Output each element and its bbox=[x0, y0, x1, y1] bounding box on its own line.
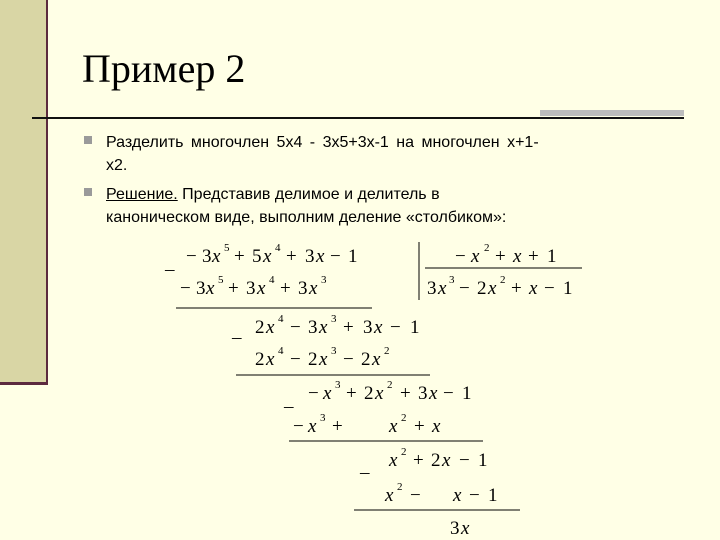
step-1 bbox=[180, 274, 327, 299]
svg-text:3: 3 bbox=[308, 317, 318, 338]
svg-text:−: − bbox=[308, 383, 319, 404]
svg-text:3: 3 bbox=[321, 274, 327, 286]
svg-text:x: x bbox=[488, 278, 497, 299]
svg-text:2: 2 bbox=[387, 379, 393, 391]
dividend-row bbox=[164, 242, 358, 280]
svg-text:x: x bbox=[529, 278, 538, 299]
svg-text:x: x bbox=[309, 278, 318, 299]
svg-text:−: − bbox=[390, 317, 401, 338]
svg-text:1: 1 bbox=[348, 246, 358, 267]
step-7 bbox=[384, 481, 498, 506]
svg-text:3: 3 bbox=[427, 278, 437, 299]
svg-text:3: 3 bbox=[298, 278, 308, 299]
svg-text:3: 3 bbox=[305, 246, 315, 267]
svg-text:x: x bbox=[453, 485, 462, 506]
svg-text:−: − bbox=[469, 485, 480, 506]
svg-text:1: 1 bbox=[462, 383, 472, 404]
svg-text:+: + bbox=[286, 246, 297, 267]
slide-title: Пример 2 bbox=[82, 46, 246, 91]
svg-text:3: 3 bbox=[202, 246, 212, 267]
solution-label: Решение. bbox=[106, 186, 178, 203]
svg-text:4: 4 bbox=[269, 274, 275, 286]
svg-text:3: 3 bbox=[196, 278, 206, 299]
svg-text:x: x bbox=[471, 246, 480, 267]
svg-text:−: − bbox=[180, 278, 191, 299]
step-5 bbox=[293, 412, 441, 437]
svg-text:x: x bbox=[372, 349, 381, 370]
svg-text:3: 3 bbox=[449, 274, 455, 286]
svg-text:x: x bbox=[432, 416, 441, 437]
svg-text:–: – bbox=[360, 462, 370, 483]
remainder bbox=[450, 518, 470, 539]
svg-text:2: 2 bbox=[397, 481, 403, 493]
svg-text:−: − bbox=[343, 349, 354, 370]
svg-text:2: 2 bbox=[401, 446, 407, 458]
svg-text:5: 5 bbox=[224, 242, 230, 254]
svg-text:2: 2 bbox=[500, 274, 506, 286]
svg-text:x: x bbox=[266, 349, 275, 370]
svg-text:1: 1 bbox=[488, 485, 498, 506]
svg-text:x: x bbox=[319, 317, 328, 338]
svg-text:1: 1 bbox=[478, 450, 488, 471]
svg-text:3: 3 bbox=[450, 518, 460, 539]
svg-text:3: 3 bbox=[418, 383, 428, 404]
svg-text:+: + bbox=[495, 246, 506, 267]
svg-text:−: − bbox=[544, 278, 555, 299]
svg-text:x: x bbox=[389, 416, 398, 437]
svg-text:x: x bbox=[389, 450, 398, 471]
svg-text:−: − bbox=[330, 246, 341, 267]
svg-text:2: 2 bbox=[431, 450, 441, 471]
bullet-1-line-2: x2. bbox=[106, 157, 128, 174]
svg-text:4: 4 bbox=[275, 242, 281, 254]
svg-text:x: x bbox=[308, 416, 317, 437]
svg-text:5: 5 bbox=[252, 246, 262, 267]
svg-text:x: x bbox=[257, 278, 266, 299]
svg-text:−: − bbox=[443, 383, 454, 404]
svg-text:x: x bbox=[429, 383, 438, 404]
svg-text:2: 2 bbox=[477, 278, 487, 299]
svg-text:+: + bbox=[228, 278, 239, 299]
svg-text:x: x bbox=[375, 383, 384, 404]
step-4 bbox=[283, 379, 472, 417]
svg-text:+: + bbox=[414, 416, 425, 437]
svg-text:2: 2 bbox=[364, 383, 374, 404]
svg-text:3: 3 bbox=[331, 313, 337, 325]
svg-text:1: 1 bbox=[547, 246, 557, 267]
step-2 bbox=[231, 313, 420, 348]
svg-text:+: + bbox=[346, 383, 357, 404]
svg-text:x: x bbox=[513, 246, 522, 267]
svg-text:2: 2 bbox=[255, 317, 265, 338]
svg-text:+: + bbox=[234, 246, 245, 267]
svg-text:2: 2 bbox=[484, 242, 490, 254]
svg-text:3: 3 bbox=[363, 317, 373, 338]
svg-text:5: 5 bbox=[218, 274, 224, 286]
svg-text:4: 4 bbox=[278, 313, 284, 325]
step-3 bbox=[255, 345, 390, 370]
svg-text:−: − bbox=[290, 349, 301, 370]
svg-text:+: + bbox=[400, 383, 411, 404]
svg-text:+: + bbox=[413, 450, 424, 471]
svg-text:2: 2 bbox=[308, 349, 318, 370]
svg-text:−: − bbox=[293, 416, 304, 437]
svg-text:x: x bbox=[323, 383, 332, 404]
svg-text:–: – bbox=[232, 327, 242, 348]
svg-text:x: x bbox=[374, 317, 383, 338]
divisor-row bbox=[455, 242, 557, 267]
svg-text:x: x bbox=[461, 518, 470, 539]
svg-text:x: x bbox=[442, 450, 451, 471]
svg-text:x: x bbox=[212, 246, 221, 267]
svg-text:3: 3 bbox=[320, 412, 326, 424]
svg-text:−: − bbox=[410, 485, 421, 506]
svg-text:x: x bbox=[263, 246, 272, 267]
svg-text:2: 2 bbox=[361, 349, 371, 370]
svg-text:+: + bbox=[343, 317, 354, 338]
svg-text:x: x bbox=[438, 278, 447, 299]
svg-text:3: 3 bbox=[246, 278, 256, 299]
svg-text:+: + bbox=[528, 246, 539, 267]
svg-text:x: x bbox=[385, 485, 394, 506]
svg-text:−: − bbox=[290, 317, 301, 338]
svg-text:4: 4 bbox=[278, 345, 284, 357]
svg-text:3: 3 bbox=[335, 379, 341, 391]
svg-text:+: + bbox=[332, 416, 343, 437]
svg-text:+: + bbox=[280, 278, 291, 299]
svg-text:–: – bbox=[165, 259, 175, 280]
svg-text:1: 1 bbox=[563, 278, 573, 299]
svg-text:2: 2 bbox=[401, 412, 407, 424]
bullet-2-text: Представив делимое и делитель в bbox=[177, 186, 440, 203]
svg-text:−: − bbox=[186, 246, 197, 267]
bullet-2-line-2: каноническом виде, выполним деление «столбиком»: bbox=[106, 209, 507, 226]
svg-text:−: − bbox=[459, 450, 470, 471]
svg-text:−: − bbox=[455, 246, 466, 267]
svg-text:3: 3 bbox=[331, 345, 337, 357]
quotient-row bbox=[427, 274, 573, 299]
svg-text:2: 2 bbox=[255, 349, 265, 370]
bullet-1-line-1: Разделить многочлен 5x4 - 3x5+3x-1 на многочлен x+1- bbox=[106, 134, 539, 151]
svg-text:–: – bbox=[284, 396, 294, 417]
svg-text:−: − bbox=[459, 278, 470, 299]
svg-text:+: + bbox=[511, 278, 522, 299]
svg-text:x: x bbox=[319, 349, 328, 370]
svg-text:x: x bbox=[206, 278, 215, 299]
svg-text:x: x bbox=[316, 246, 325, 267]
svg-text:2: 2 bbox=[384, 345, 390, 357]
step-6 bbox=[359, 446, 488, 483]
svg-text:1: 1 bbox=[410, 317, 420, 338]
svg-text:x: x bbox=[266, 317, 275, 338]
